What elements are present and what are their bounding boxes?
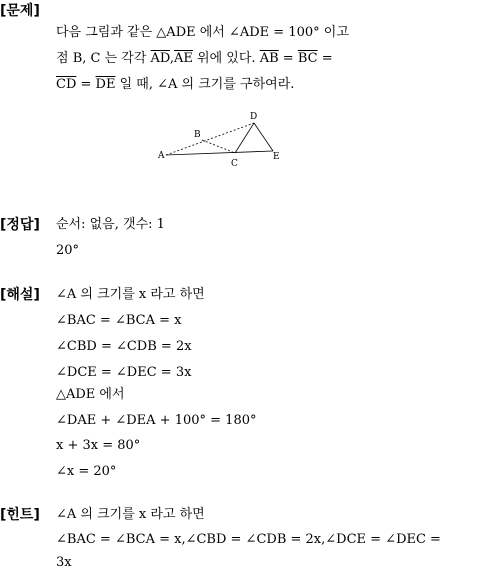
problem-label: [문제]: [0, 3, 40, 19]
problem-line-3: [56, 76, 294, 94]
problem-line-1: 다음 그림과 같은 △ADE 에서 ∠ADE = 100° 이고: [56, 25, 349, 40]
problem-line-2-mid: 위에 있다.: [192, 51, 260, 66]
explanation-line: ∠DAE + ∠DEA + 100° = 180°: [56, 413, 257, 428]
explanation-line: ∠BAC = ∠BCA = x: [56, 313, 182, 328]
hint-line: ∠A 의 크기를 x 라고 하면: [56, 507, 205, 522]
hint-label: [힌트]: [0, 507, 40, 523]
problem-line-2: [56, 50, 333, 68]
segment-ae: $\overline{AE}$: [174, 51, 193, 66]
problem-line-2-comma: ,: [169, 51, 175, 66]
answer-line-2: 20°: [56, 243, 80, 258]
answer-line-1: 순서: 없음, 갯수: 1: [56, 217, 165, 232]
problem-line-2-prefix: 점 B, C 는 각각: [56, 51, 151, 66]
answer-label: [정답]: [0, 217, 40, 233]
vertex-b-label: B: [194, 130, 201, 140]
segment-ad: $\overline{AD}$: [150, 51, 170, 66]
segment-cd: $\overline{CD}$: [56, 77, 77, 92]
vertex-c-label: C: [231, 159, 238, 169]
hint-line: 3x: [56, 555, 72, 570]
line-bc: [202, 140, 235, 153]
triangle-figure: [150, 108, 290, 170]
explanation-line: ∠DCE = ∠DEC = 3x: [56, 365, 192, 380]
explanation-line: ∠x = 20°: [56, 464, 117, 479]
line-ae: [166, 151, 273, 155]
explanation-line: x + 3x = 80°: [56, 438, 141, 453]
line-dc: [235, 123, 254, 153]
problem-line-2-tail: =: [317, 51, 333, 66]
hint-line: ∠BAC = ∠BCA = x,∠CBD = ∠CDB = 2x,∠DCE = ∠DEC =: [56, 532, 441, 547]
segment-bc: $\overline{BC}$: [297, 51, 318, 66]
vertex-e-label: E: [273, 152, 280, 162]
explanation-line: ∠CBD = ∠CDB = 2x: [56, 339, 192, 354]
segment-de: $\overline{DE}$: [95, 77, 116, 92]
line-de: [254, 123, 273, 151]
explanation-label: [해설]: [0, 287, 40, 303]
vertex-a-label: A: [158, 151, 165, 161]
vertex-d-label: D: [250, 112, 258, 122]
explanation-line: △ADE 에서: [56, 387, 125, 402]
problem-line-3-tail: 일 때, ∠A 의 크기를 구하여라.: [115, 77, 295, 92]
problem-line-2-eq: =: [278, 51, 298, 66]
line-ad: [166, 123, 254, 155]
problem-line-3-eq: =: [76, 77, 96, 92]
segment-ab: $\overline{AB}$: [259, 51, 279, 66]
explanation-line: ∠A 의 크기를 x 라고 하면: [56, 287, 205, 302]
